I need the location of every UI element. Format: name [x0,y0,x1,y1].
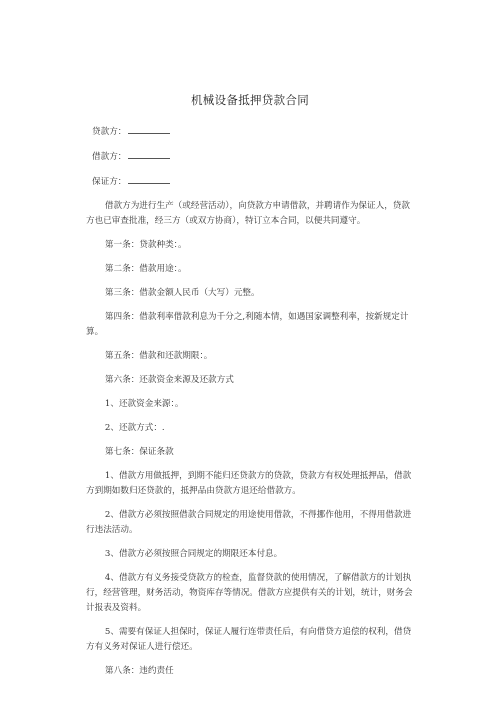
party-borrower-blank [128,149,170,159]
party-lender-label: 贷款方： [92,127,127,137]
article-7-item-3: 3、借款方必须按照合同规定的期限还本付息。 [104,549,283,559]
article-7-item-5: 5、需要有保证人担保时，保证人履行连带责任后，有向借贷方追偿的权利，借贷方有义务对保证人进行偿还。 [86,627,412,652]
preamble-paragraph: 借款方为进行生产（或经营活动），向贷款方申请借款，并聘请作为保证人，贷款方也已审查批准，经三方（或双方协商），特订立本合同，以便共同遵守。 [86,201,410,226]
document-title: 机械设备抵押贷款合同 [191,93,309,107]
article-7-item-2: 2、借款方必须按照借款合同规定的用途使用借款，不得挪作他用，不得用借款进行违法活动。 [86,510,412,535]
document-body [86,124,416,688]
article-2: 第二条：借款用途：。 [104,264,187,274]
article-7: 第七条：保证条款 [104,447,174,457]
article-7-item-4: 4、借款方有义务接受贷款方的检查，监督贷款的使用情况，了解借款方的计划执行，经营管理，财务活动，物资库存等情况。借款方应提供有关的计划，统计，财务会计报表及资料。 [86,573,413,613]
article-6-item-2: 2、还款方式：. [104,423,165,433]
article-8: 第八条：违约责任 [104,666,174,676]
article-6-item-1: 1、还款资金来源：。 [104,399,184,409]
article-4: 第四条：借款利率借款利息为千分之,利随本情，如遇国家调整利率，按新规定计算。 [86,312,409,337]
party-borrower-label: 借款方： [92,152,127,162]
article-5: 第五条：借款和还款期限：。 [104,351,213,361]
article-6: 第六条：还款资金来源及还款方式 [104,375,234,385]
party-guarantor [86,174,416,190]
party-borrower [86,149,416,165]
article-3: 第三条：借款金额人民币（大写）元整。 [104,288,260,298]
party-guarantor-blank [128,174,170,184]
article-1: 第一条：贷款种类：。 [104,240,187,250]
article-7-item-1: 1、借款方用做抵押，到期不能归还贷款方的贷款，贷款方有权处理抵押品，借款方到期如数归还贷款的，抵押品由贷款方退还给借款方。 [86,471,412,496]
party-guarantor-label: 保证方： [92,177,127,187]
party-lender [86,124,416,140]
party-lender-blank [128,124,170,134]
